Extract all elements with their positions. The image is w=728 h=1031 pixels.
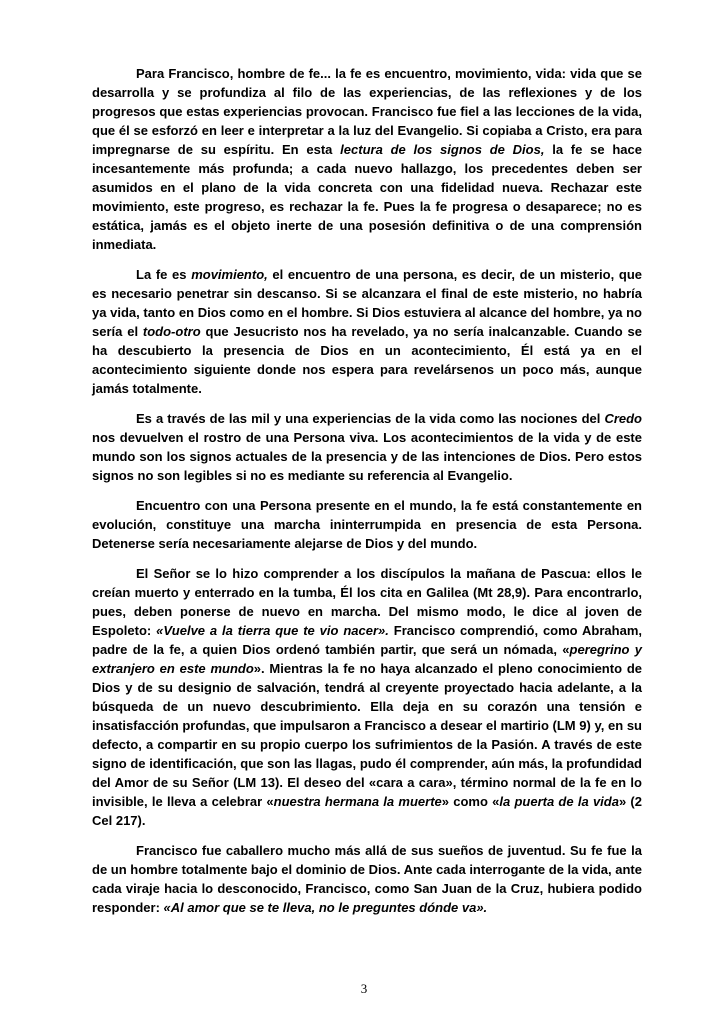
p2-italic-2: todo-otro bbox=[142, 324, 201, 339]
p1-text-2: la fe se hace incesantemente más profunda; a cada nuevo hallazgo, los precedentes deben ser asumidos en el plano de la vida concreta con una fidelidad nueva. Rechazar este movimiento, este progreso, es rechazar la fe. Pues la fe progresa o desaparece; no es estática, jamás es el objeto inerte de una posesión definitiva o de una comprensión inmediata. bbox=[92, 142, 642, 252]
p5-text-4: » como « bbox=[441, 794, 500, 809]
paragraph-4 bbox=[92, 496, 642, 553]
page-number: 3 bbox=[360, 981, 368, 996]
p5-italic-4: la puerta de la vida bbox=[499, 794, 619, 809]
paragraph-1 bbox=[92, 64, 642, 254]
paragraph-3 bbox=[92, 409, 642, 485]
p5-text-3: ». Mientras la fe no haya alcanzado el pleno conocimiento de Dios y de su designio de salvación, tendrá al creyente proyectado hacia adelante, a la búsqueda de un nuevo descubrimiento. Ella deja en su corazón una tensión e insatisfacción profundas, que impulsaron a Francisco a desear el martirio (LM 9) y, en su defecto, a compartir en su propio cuerpo los sufrimientos de la Pasión. A través de este signo de identificación, que son las llagas, pudo él comprender, aún más, la profundidad del Amor de su Señor (LM 13). El deseo del «cara a cara», término normal de la fe en lo invisible, le lleva a celebrar « bbox=[92, 661, 642, 809]
paragraph-6 bbox=[92, 841, 642, 917]
paragraph-5 bbox=[92, 564, 642, 830]
p2-text-2: el encuentro de una persona, es decir, de un misterio, que es necesario penetrar sin descanso. Si se alcanzara el final de este misterio, no habría ya vida, tanto en Dios como en el hombre. Si Dios estuviera al alcance del hombre, ya no sería el bbox=[92, 267, 642, 339]
document-page bbox=[92, 64, 642, 1004]
p3-text-2: nos devuelven el rostro de una Persona viva. Los acontecimientos de la vida y de este mundo son los signos actuales de la presencia y de las intenciones de Dios. Pero estos signos no son legibles si no es mediante su referencia al Evangelio. bbox=[92, 430, 642, 483]
paragraph-2 bbox=[92, 265, 642, 398]
p3-italic-1: Credo bbox=[604, 411, 642, 426]
p5-text-5: » (2 Cel 217). bbox=[92, 794, 642, 828]
p1-text-1: Para Francisco, hombre de fe... la fe es encuentro, movimiento, vida: vida que se desarrolla y se profundiza al filo de las experiencias, de las reflexiones y de los progresos que estas experiencias provocan. Francisco fue fiel a las lecciones de la vida, que él se esforzó en leer e interpretar a la luz del Evangelio. Si copiaba a Cristo, era para impregnarse de su espíritu. En esta bbox=[92, 66, 642, 157]
p5-italic-2: peregrino y extranjero en este mundo bbox=[92, 642, 642, 676]
p5-text-2: Francisco comprendió, como Abraham, padre de la fe, a quien Dios ordenó también partir, que será un nómada, « bbox=[92, 623, 642, 657]
p2-text-3: que Jesucristo nos ha revelado, ya no sería inalcanzable. Cuando se ha descubierto la presencia de Dios en un acontecimiento, Él está ya en el acontecimiento siguiente donde nos espera para revelársenos un poco más, aunque jamás totalmente. bbox=[92, 324, 642, 396]
p5-italic-1: «Vuelve a la tierra que te vio nacer». bbox=[156, 623, 389, 638]
p5-text-1: El Señor se lo hizo comprender a los discípulos la mañana de Pascua: ellos le creían muerto y enterrado en la tumba, Él los cita en Galilea (Mt 28,9). Para encontrarlo, pues, deben ponerse de nuevo en marcha. Del mismo modo, le dice al joven de Espoleto: bbox=[92, 566, 642, 638]
p2-text-1: La fe es bbox=[136, 267, 192, 282]
p3-text-1: Es a través de las mil y una experiencias de la vida como las nociones del bbox=[136, 411, 605, 426]
p6-italic-1: «Al amor que se te lleva, no le preguntes dónde va». bbox=[163, 900, 488, 915]
p1-italic-1: lectura de los signos de Dios, bbox=[340, 142, 545, 157]
p5-italic-3: nuestra hermana la muerte bbox=[273, 794, 442, 809]
p6-text-1: Francisco fue caballero mucho más allá de sus sueños de juventud. Su fe fue la de un hombre totalmente bajo el dominio de Dios. Ante cada interrogante de la vida, ante cada viraje hacia lo desconocido, Francisco, como San Juan de la Cruz, hubiera podido responder: bbox=[92, 843, 642, 915]
p2-italic-1: movimiento, bbox=[191, 267, 268, 282]
p4-text-1: Encuentro con una Persona presente en el mundo, la fe está constantemente en evolución, constituye una marcha ininterrumpida en presencia de esta Persona. Detenerse sería necesariamente alejarse de Dios y del mundo. bbox=[92, 498, 642, 551]
